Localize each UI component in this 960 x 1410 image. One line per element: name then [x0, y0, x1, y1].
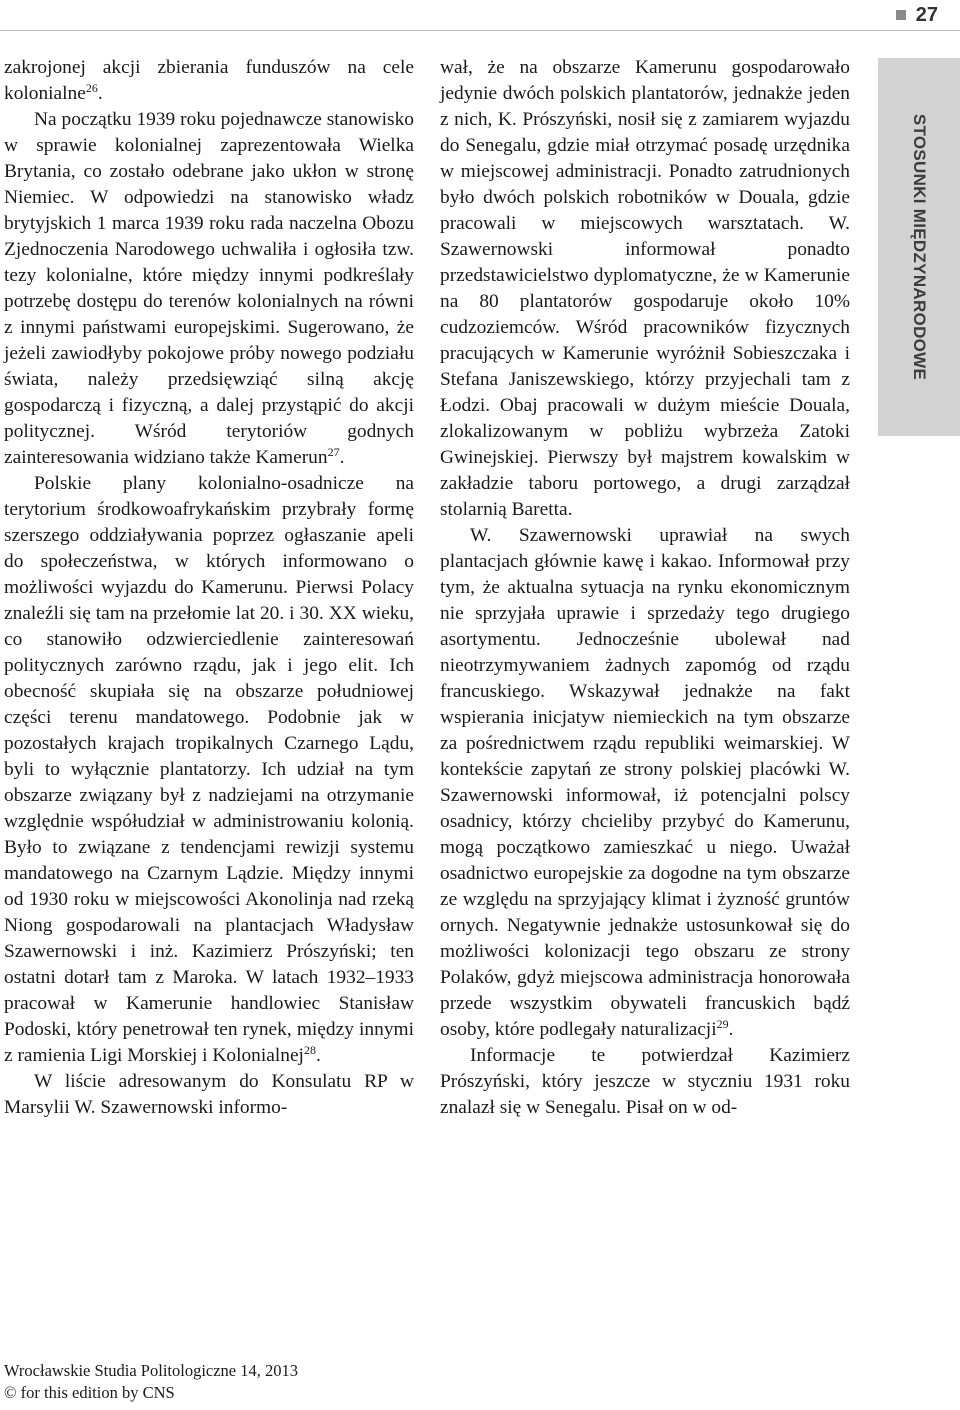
paragraph-end: .: [97, 83, 103, 104]
paragraph: [4, 55, 414, 107]
paragraph: [440, 523, 850, 1043]
header-square-marker: [896, 10, 906, 20]
paragraph-text: Polskie plany kolonialno-osadnicze na terytorium środkowoafrykańskim przybrały formę szerszego oddziaływania poprzez ogłaszanie apeli do społeczeństwa, w których informowano o możliwości wyjazdu do Kamerunu. Pierwsi Polacy znaleźli się tam na przełomie lat 20. i 30. XX wieku, co stanowiło odzwierciedlenie zainteresowań politycznych zarówno rządu, jak i jego elit. Ich obecność skupiała się na obszarze południowej części terenu mandatowego. Podobnie jak w pozostałych krajach tropikalnych Czarnego Lądu, byli to wyłącznie plantatorzy. Ich udział na tym obszarze związany był z nadziejami na otrzymanie względnie współudział w administrowaniu kolonią. Było to związane z tendencjami rewizji systemu mandatowego na Czarnym Lądzie. Między innymi od 1930 roku w miejscowości Akonolinja nad rzeką Niong gospodarowali na plantacjach Władysław Szawernowski i inż. Kazimierz Prószyński; ten ostatni dotarł tam z Maroka. W latach 1932–1933 pracował w Kamerunie handlowiec Stanisław Podoski, który penetrował ten rynek, między innymi z ramienia Ligi Morskiej i Kolonialnej: [4, 473, 414, 1066]
paragraph-text: W. Szawernowski uprawiał na swych plantacjach głównie kawę i kakao. Informował przy tym, że aktualna sytuacja na rynku ekonomicznym nie sprzyjała uprawie i sprzedaży tego drugiego asortymentu. Jednocześnie ubolewał nad nieotrzymywaniem żadnych zapomóg od rządu francuskiego. Wskazywał jednakże na fakt wspierania inicjatyw niemieckich na tym obszarze za pośrednictwem rządu republiki weimarskiej. W kontekście zapytań ze strony polskiej placówki W. Szawernowski informował, iż potencjalni polscy osadnicy, którzy chcieliby przybyć do Kamerunu, mogą początkowo zamieszkać u niego. Uważał osadnictwo europejskie za dogodne na tym obszarze ze względu na sprzyjający klimat i żyzność gruntów ornych. Negatywnie jednakże ustosunkował się do możliwości kolonizacji tego obszaru ze strony Polaków, gdyż miejscowa administracja honorowała przede wszystkim obywateli francuskich bądź osoby, które podlegały naturalizacji: [440, 525, 850, 1040]
footnote-ref: 27: [327, 445, 340, 459]
section-side-tab: [878, 58, 960, 436]
footnote-ref: 26: [85, 81, 98, 95]
paragraph: Informacje te potwierdzał Kazimierz Prószyński, który jeszcze w styczniu 1931 roku znalazł się w Senegalu. Pisał on w od-: [440, 1045, 850, 1118]
page-number: 27: [915, 3, 938, 26]
left-column: [4, 55, 414, 1121]
right-column: [440, 55, 850, 1121]
section-side-label: STOSUNKI MIĘDZYNARODOWE: [910, 113, 929, 381]
journal-citation: Wrocławskie Studia Politologiczne 14, 2013: [4, 1361, 298, 1380]
page-footer: [4, 1360, 298, 1404]
paragraph-end: .: [315, 1045, 321, 1066]
paragraph: wał, że na obszarze Kamerunu gospodarowało jedynie dwóch polskich plantatorów, jednakże jeden z nich, K. Prószyński, nosił się z zamiarem wyjazdu do Senegalu, gdzie miał otrzymać posadę urzędnika w miejscowej administracji. Ponadto zatrudnionych było dwóch polskich robotników w Douala, gdzie pracowali w miejscowych warsztatach. W. Szawernowski informował ponadto przedstawicielstwo dyplomatyczne, że w Kamerunie na 80 plantatorów gospodaruje około 10% cudzoziemców. Wśród pracowników fizycznych pracujących w Kamerunie wyróżnił Sobieszczaka i Stefana Janiszewskiego, którzy przyjechali tam z Łodzi. Obaj pracowali w dużym mieście Douala, zlokalizowanym w pobliżu wybrzeża Zatoki Gwinejskiej. Pierwszy był majstrem kowalskim w zakładzie taboru portowego, a drugi zarządzał stolarnią Baretta.: [440, 57, 850, 520]
footnote-ref: 28: [303, 1043, 316, 1057]
page-header: [896, 0, 938, 30]
paragraph-text: Na początku 1939 roku pojednawcze stanowisko w sprawie kolonialnej zaprezentowała Wielka Brytania, co zostało odebrane jako ukłon w stronę Niemiec. W odpowiedzi na stanowisko władz brytyjskich 1 marca 1939 roku rada naczelna Obozu Zjednoczenia Narodowego uchwaliła i ogłosiła tzw. tezy kolonialne, które między innymi podkreślały potrzebę dostępu do terenów kolonialnych na równi z innymi państwami europejskimi. Sugerowano, że jeżeli zawiodłyby pokojowe próby nowego podziału świata, należy przedsięwziąć silną akcję gospodarczą i fizyczną, a dalej przystąpić do akcji politycznej. Wśród terytoriów godnych zainteresowania widziano także Kamerun: [4, 109, 414, 468]
paragraph-text: zakrojonej akcji zbierania funduszów na cele kolonialne: [4, 57, 414, 104]
paragraph-end: .: [339, 447, 345, 468]
paragraph: W liście adresowanym do Konsulatu RP w Marsylii W. Szawernowski informo-: [4, 1071, 414, 1118]
paragraph: [4, 471, 414, 1069]
paragraph-end: .: [728, 1019, 734, 1040]
copyright-notice: © for this edition by CNS: [4, 1383, 175, 1402]
header-rule: [0, 30, 960, 31]
paragraph: [4, 107, 414, 471]
footnote-ref: 29: [716, 1017, 729, 1031]
